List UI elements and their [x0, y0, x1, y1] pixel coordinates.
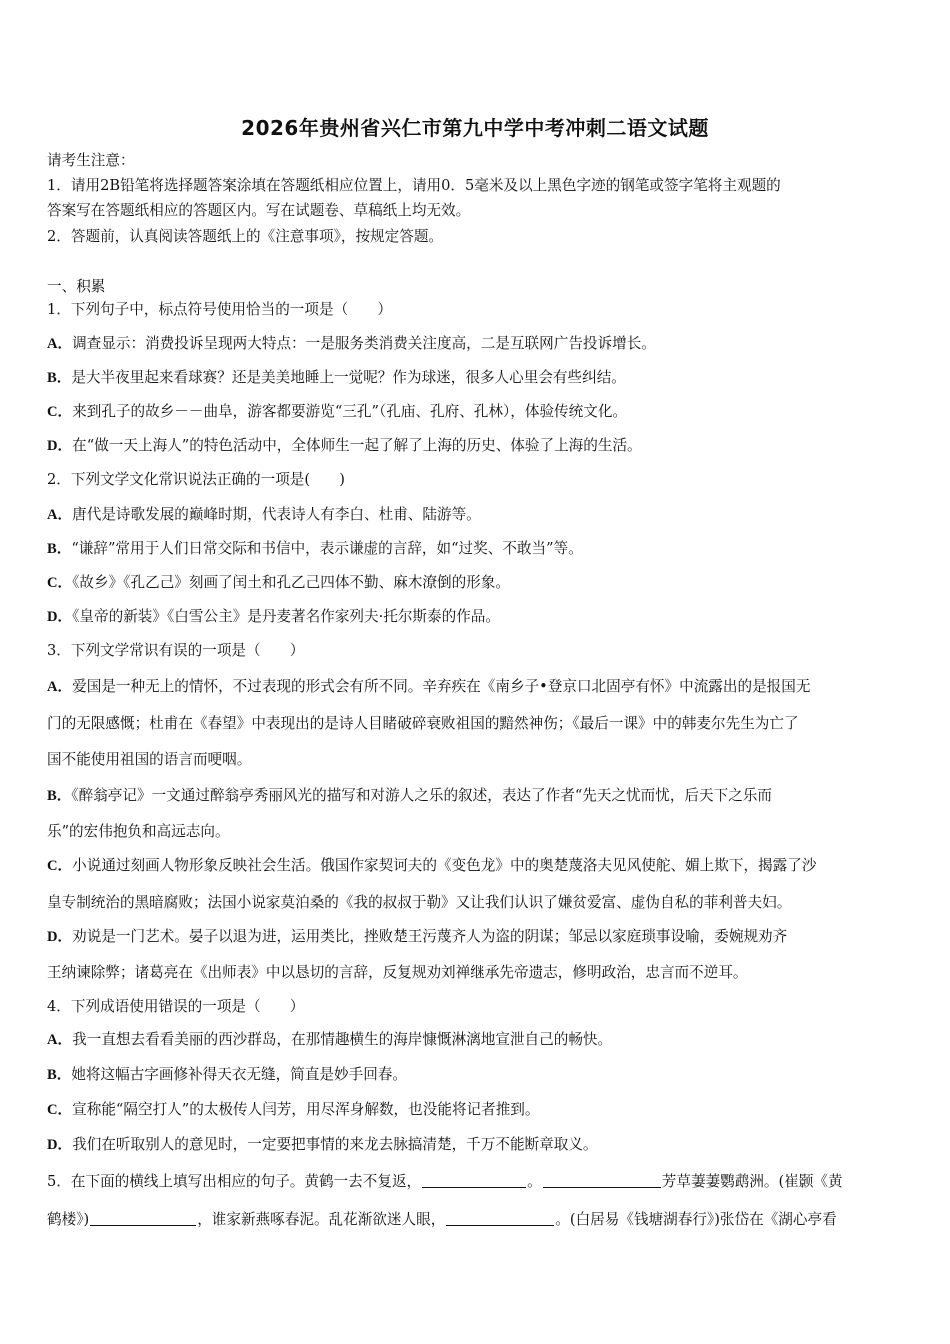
option-text: 我一直想去看看美丽的西沙群岛，在那情趣横生的海岸慷慨淋漓地宣泄自己的畅快。 [72, 1031, 613, 1048]
option-letter: A． [47, 507, 73, 523]
question-5-line-1 [47, 1172, 907, 1192]
q5-text: 芳草萋萋鹦鹉洲。(崔颢《黄 [661, 1173, 843, 1190]
q5-text: ，谁家新燕啄春泥。乱花渐欲迷人眼， [197, 1211, 446, 1228]
question-1-option-c [47, 402, 907, 422]
option-text: 调查显示：消费投诉呈现两大特点：一是服务类消费关注度高，二是互联网广告投诉增长。 [72, 335, 656, 352]
question-4-option-c [47, 1100, 907, 1120]
question-3-option-a-cont: 国不能使用祖国的语言而哽咽。 [47, 751, 252, 768]
option-text: 爱国是一种无上的情怀，不过表现的形式会有所不同。辛弃疾在《南乡子•登京口北固亭有怀》中流露出的是报国无 [72, 678, 811, 695]
question-3-option-b [47, 786, 907, 806]
q5-text: 5．在下面的横线上填写出相应的句子。黄鹤一去不复返， [47, 1173, 422, 1190]
option-letter: B． [47, 370, 72, 386]
option-text: 我们在听取别人的意见时，一定要把事情的来龙去脉搞清楚，千万不能断章取义。 [72, 1136, 598, 1153]
question-5-line-2 [47, 1210, 907, 1230]
option-letter: C． [47, 575, 73, 591]
question-3-stem: 3．下列文学常识有误的一项是（ ） [47, 642, 305, 659]
question-2-option-a [47, 505, 907, 525]
section-heading: 一、积累 [47, 278, 106, 295]
question-2-option-b [47, 539, 907, 559]
question-1-stem: 1．下列句子中，标点符号使用恰当的一项是（ ） [47, 301, 392, 318]
question-2-option-d [47, 607, 907, 627]
option-text: 唐代是诗歌发展的巅峰时期，代表诗人有李白、杜甫、陆游等。 [72, 506, 481, 523]
option-letter: C． [47, 1102, 73, 1118]
notice-item-1-cont: 答案写在答题纸相应的答题区内。写在试题卷、草稿纸上均无效。 [47, 202, 471, 219]
question-1-option-a [47, 334, 907, 354]
question-4-option-d [47, 1135, 907, 1155]
question-3-option-a [47, 677, 907, 697]
option-text: 宣称能“隔空打人”的太极传人闫芳，用尽浑身解数，也没能将记者推到。 [72, 1101, 540, 1118]
option-letter: D． [47, 1137, 73, 1153]
option-text: 来到孔子的故乡－－曲阜，游客都要游览“三孔”（孔庙、孔府、孔林），体验传统文化。 [72, 403, 628, 420]
option-letter: D． [47, 609, 73, 625]
q5-text: 鹤楼》) [47, 1211, 90, 1228]
option-letter: B． [47, 1067, 72, 1083]
question-2-stem: 2．下列文学文化常识说法正确的一项是( ) [47, 471, 345, 488]
answer-blank[interactable] [543, 1173, 661, 1188]
option-letter: A． [47, 679, 73, 695]
notice-item-1: 1．请用2B铅笔将选择题答案涂填在答题纸相应位置上，请用0．5毫米及以上黑色字迹的钢笔或签字笔将主观题的 [47, 177, 781, 194]
answer-blank[interactable] [422, 1173, 526, 1188]
option-text: 《皇帝的新装》《白雪公主》是丹麦著名作家列夫·托尔斯泰的作品。 [72, 608, 500, 625]
question-1-option-b [47, 368, 907, 388]
question-3-option-d [47, 927, 907, 947]
question-3-option-c-cont: 皇专制统治的黑暗腐败；法国小说家莫泊桑的《我的叔叔于勒》又让我们认识了嫌贫爱富、虚伪自私的菲利普夫妇。 [47, 894, 792, 911]
exam-title: 2026年贵州省兴仁市第九中学中考冲刺二语文试题 [241, 116, 709, 140]
option-letter: A． [47, 1032, 73, 1048]
question-2-option-c [47, 573, 907, 593]
option-letter: C． [47, 404, 73, 420]
question-3-option-c [47, 856, 907, 876]
notice-item-2: 2．答题前，认真阅读答题纸上的《注意事项》，按规定答题。 [47, 228, 444, 245]
option-text: 小说通过刻画人物形象反映社会生活。俄国作家契诃夫的《变色龙》中的奥楚蔑洛夫见风使舵、媚上欺下，揭露了沙 [72, 857, 817, 874]
question-3-option-d-cont: 王纳谏除弊；诸葛亮在《出师表》中以恳切的言辞，反复规劝刘禅继承先帝遗志，修明政治，忠言而不逆耳。 [47, 964, 748, 981]
option-letter: C． [47, 858, 73, 874]
option-letter: B． [47, 541, 72, 557]
option-letter: A． [47, 336, 73, 352]
option-letter: D． [47, 438, 73, 454]
option-text: 《故乡》《孔乙己》刻画了闰土和孔乙己四体不勤、麻木潦倒的形象。 [72, 574, 510, 591]
option-text: 《醉翁亭记》一文通过醉翁亭秀丽风光的描写和对游人之乐的叙述，表达了作者“先天之忧而忧，后天下之乐而 [71, 787, 772, 804]
answer-blank[interactable] [446, 1211, 554, 1226]
question-4-option-b [47, 1065, 907, 1085]
option-text: 在“做一天上海人”的特色活动中，全体师生一起了解了上海的历史、体验了上海的生活。 [72, 437, 642, 454]
question-4-stem: 4．下列成语使用错误的一项是（ ） [47, 998, 305, 1015]
option-text: 劝说是一门艺术。晏子以退为进，运用类比，挫败楚王污蔑齐人为盗的阴谋；邹忌以家庭琐事设喻，委婉规劝齐 [72, 928, 788, 945]
question-3-option-a-cont: 门的无限感慨；杜甫在《春望》中表现出的是诗人目睹破碎衰败祖国的黯然神伤；《最后一课》中的韩麦尔先生为亡了 [47, 715, 799, 732]
option-letter: B． [47, 788, 72, 804]
q5-text: 。 [527, 1173, 542, 1190]
question-4-option-a [47, 1030, 907, 1050]
notice-heading: 请考生注意： [47, 152, 135, 169]
q5-text: 。(白居易《钱塘湖春行》)张岱在《湖心亭看 [555, 1211, 837, 1228]
answer-blank[interactable] [90, 1211, 196, 1226]
question-3-option-b-cont: 乐”的宏伟抱负和高远志向。 [47, 823, 230, 840]
option-letter: D． [47, 929, 73, 945]
question-1-option-d [47, 436, 907, 456]
option-text: 她将这幅古字画修补得天衣无缝，简直是妙手回春。 [71, 1066, 407, 1083]
option-text: “谦辞”常用于人们日常交际和书信中，表示谦虚的言辞，如“过奖、不敢当”等。 [71, 540, 583, 557]
option-text: 是大半夜里起来看球赛？还是美美地睡上一觉呢？作为球迷，很多人心里会有些纠结。 [71, 369, 626, 386]
